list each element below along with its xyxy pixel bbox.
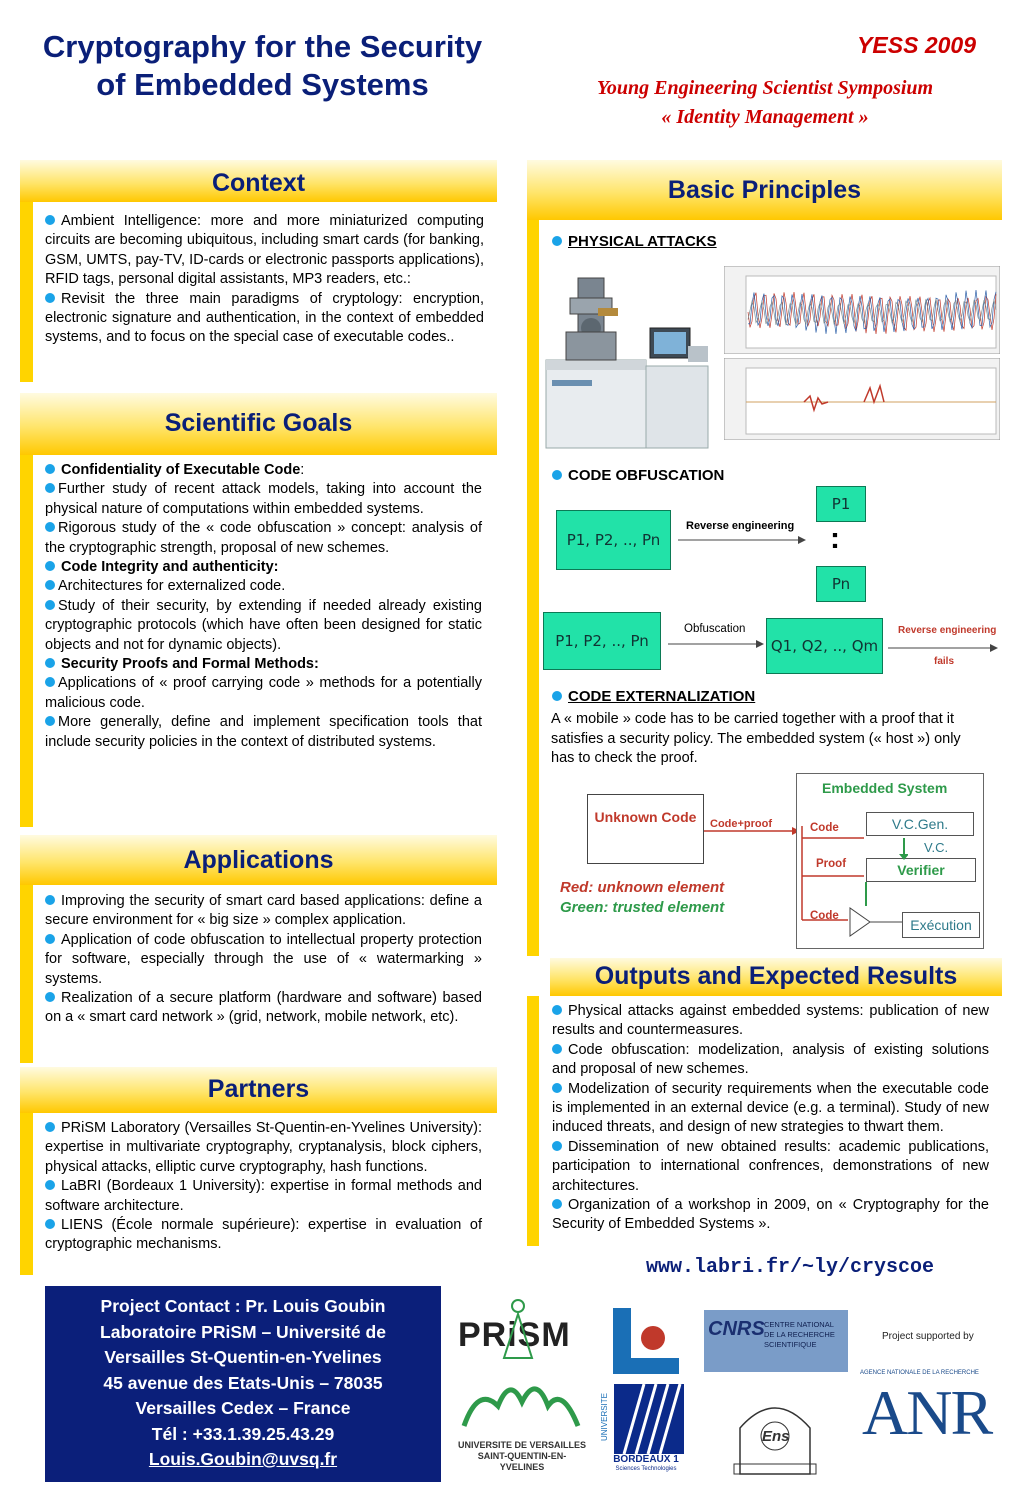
partners-header [20,1067,497,1113]
contact-line: Versailles St-Quentin-en-Yvelines [104,1347,382,1367]
outputs-header [550,958,1002,996]
poster-title: Cryptography for the Security of Embedded Systems [42,29,483,102]
goal-group-title: Code Integrity and authenticity: [45,558,482,577]
bullet-icon [45,293,55,303]
bullet-icon [45,464,55,474]
anr-logo: ANR [862,1377,992,1448]
goal-item: More generally, define and implement specification tools that include security policies in the context of distributed systems. [45,714,482,750]
principles-heading: Basic Principles [667,176,862,204]
bordeaux-logo-icon [614,1384,684,1454]
goal-group-title: Security Proofs and Formal Methods: [45,655,482,674]
reverse-engineering-label: Reverse engineering [686,520,795,532]
fails-label: fails [934,656,955,667]
vc-label: V.C. [924,840,949,855]
anr-top-text: AGENCE NATIONALE DE LA RECHERCHE [860,1370,979,1376]
code-label-1: Code [810,822,839,834]
bullet-icon [45,1219,55,1229]
externalization-connectors [798,820,908,946]
bullet-icon [45,483,55,493]
bullet-icon [552,691,562,701]
failed-reverse-arrow-icon [886,642,1002,654]
subtitle-line-2: « Identity Management » [661,106,869,128]
bullet-icon [552,1199,562,1209]
partners-side-bar [20,1113,33,1275]
goals-heading: Scientific Goals [164,409,353,437]
goal-item: Architectures for externalized code. [45,577,482,596]
bordeaux-logo-text: BORDEAUX 1 [613,1454,679,1465]
principles-header [527,160,1002,220]
goals-body [45,461,482,752]
event-subtitle [530,74,1000,132]
unknown-code-box: Unknown Code [587,794,704,864]
goal-group-title: Confidentiality of Executable Code: [45,461,482,480]
outputs-body [552,1002,989,1235]
proof-label: Proof [816,858,847,870]
partners-body [45,1119,482,1255]
bullet-icon [45,215,55,225]
output-item: Physical attacks against embedded systems: publication of new results and countermeasures. [552,1003,989,1039]
bordeaux-sub-text: Sciences Technologies [615,1466,677,1472]
partner-item: LaBRI (Bordeaux 1 University): expertise in formal methods and software architecture. [45,1178,482,1214]
embedded-system-title: Embedded System [822,780,948,796]
bullet-icon [45,522,55,532]
reverse-arrow-icon [676,534,808,546]
bullet-icon [45,677,55,687]
goals-header [20,393,497,455]
output-item: Code obfuscation: modelization, analysis of existing solutions and proposal of new schemes. [552,1041,989,1078]
partners-heading: Partners [207,1075,310,1103]
ens-logo-text: Ens [762,1428,790,1445]
applications-side-bar [20,885,33,1063]
measurement-equipment-image [538,268,718,458]
bullet-icon [552,1005,562,1015]
code-proof-label: Code+proof [710,818,773,830]
differential-trace-chart [724,358,1000,440]
output-item: Dissemination of new obtained results: academic publications, participation to international confrences, demonstrations of new architectures. [552,1138,989,1194]
goal-item: Further study of recent attack models, taking into account the physical nature of computations within embedded systems. [45,481,482,517]
obfuscation-label: Obfuscation [684,623,746,635]
outputs-heading: Outputs and Expected Results [594,962,958,990]
obfuscated-set-box: Q1, Q2, .., Qm [766,618,883,674]
bullet-icon [552,1083,562,1093]
application-item: Application of code obfuscation to intellectual property protection for software, especially through the use of « watermarking » systems. [45,931,482,987]
bullet-icon [45,658,55,668]
supported-by-label: Project supported by [882,1331,974,1342]
contact-line: Tél : +33.1.39.25.43.29 [151,1423,335,1444]
reverse-engineering-label-2: Reverse engineering [898,625,997,636]
bullet-icon [45,895,55,905]
goal-item: Applications of « proof carrying code » methods for a potentially malicious code. [45,675,482,711]
bullet-icon [45,1180,55,1190]
signal-trace-chart [724,266,1000,354]
applications-heading: Applications [183,846,334,874]
uvsq-emblem-icon [458,1366,584,1436]
code-label-2: Code [810,910,839,922]
goals-side-bar [20,455,33,827]
partner-item: LIENS (École normale supérieure): expertise in evaluation of cryptographic mechanisms. [45,1217,482,1253]
contact-line: 45 avenue des Etats-Unis – 78035 [103,1372,383,1393]
outputs-side-bar [527,996,539,1246]
bullet-icon [45,580,55,590]
bullet-icon [45,934,55,944]
partner-item: PRiSM Laboratory (Versailles St-Quentin-en-Yvelines University): expertise in multivariate cryptography, cryptanalysis, block ciphers, physical attacks, elliptic curve cryptography, hash functions. [45,1120,482,1175]
bullet-icon [45,716,55,726]
bullet-icon [552,1044,562,1054]
goal-item: Study of their security, by extending if needed already existing cryptographic protocols (which have often been designed for static objects and not for dynamic objects). [45,597,482,653]
applications-body [45,892,482,1028]
bullet-icon [45,600,55,610]
prism-figure-icon [498,1298,538,1362]
prism-logo: PRiSM [458,1316,571,1354]
context-heading: Context [211,169,306,197]
contact-line: Versailles Cedex – France [135,1398,351,1418]
subtitle-line-1: Young Engineering Scientist Symposium [596,77,934,99]
applications-header [20,835,497,885]
output-item: Organization of a workshop in 2009, on « Cryptography for the Security of Embedded Systems ». [552,1197,989,1233]
code-obfuscation-label: CODE OBFUSCATION [552,467,724,484]
application-item: Improving the security of smart card based applications: define a secure environment for « big size » complex application. [45,893,482,929]
context-item: Ambient Intelligence: more and more miniaturized computing circuits are becoming ubiquitous, including smart cards (for banking, GSM, UMTS, pay-TV, ID-cards or electronic passports applications), RFID tags, personal digital assistants, MP3 readers, etc.: [45,213,484,288]
bullet-icon [552,236,562,246]
bullet-icon [45,561,55,571]
output-item: Modelization of security requirements when the executable code is implemented in an external device (e.g. a terminal). Study of new induced threats, and design of new strategies to thwart them. [552,1080,989,1136]
bullet-icon [45,1122,55,1132]
contact-line: Project Contact : Pr. Louis Goubin [100,1296,386,1316]
cnrs-mark: CNRS [708,1318,765,1340]
contact-email-link[interactable]: Louis.Goubin@uvsq.fr [148,1449,338,1469]
uvsq-logo-text: UNIVERSITE DE VERSAILLES SAINT-QUENTIN-EN-YVELINES [457,1440,587,1472]
p1-box: P1 [816,486,866,522]
legend-red: Red: unknown element [560,879,725,896]
program-set-box: P1, P2, .., Pn [556,510,671,570]
cnrs-text: CENTRE NATIONAL DE LA RECHERCHE SCIENTIFIQUE [764,1320,835,1349]
ellipsis-mark: : [830,522,840,555]
program-set-box-2: P1, P2, .., Pn [543,612,661,670]
bullet-icon [45,992,55,1002]
universite-vertical-text: UNIVERSITE [600,1393,609,1442]
project-contact-box [45,1286,441,1482]
contact-line: Laboratoire PRiSM – Université de [100,1321,386,1342]
context-side-bar [20,202,33,382]
physical-attacks-label: PHYSICAL ATTACKS [552,233,717,250]
project-website-link[interactable]: www.labri.fr/~ly/cryscoe [645,1256,935,1279]
cnrs-logo [704,1310,848,1372]
ens-logo-icon [720,1378,830,1476]
context-item: Revisit the three main paradigms of cryptology: encryption, electronic signature and authentication, in the context of embedded systems, and to focus on the special case of executable codes.. [45,290,484,346]
goal-item: Rigorous study of the « code obfuscation » concept: analysis of the cryptographic strength, proposal of new schemes. [45,520,482,556]
code-externalization-label: CODE EXTERNALIZATION [552,688,755,705]
obfuscation-arrow-icon [666,638,766,650]
context-body [45,212,484,348]
verifier-box: Verifier [866,858,976,882]
context-header [20,160,497,202]
bullet-icon [552,1141,562,1151]
labri-logo-icon [609,1304,683,1378]
execution-box: Exécution [902,912,980,938]
externalization-text: A « mobile » code has to be carried together with a proof that it satisfies a security policy. The embedded system (« host ») only has to check the proof. [551,711,961,766]
event-name: YESS 2009 [857,32,976,58]
code-proof-arrow-icon [704,826,804,836]
application-item: Realization of a secure platform (hardware and software) based on a « smart card network » (grid, network, mobile network, etc). [45,990,482,1026]
pn-box: Pn [816,566,866,602]
bullet-icon [552,470,562,480]
vcgen-box: V.C.Gen. [866,812,974,836]
legend-green: Green: trusted element [560,899,725,916]
